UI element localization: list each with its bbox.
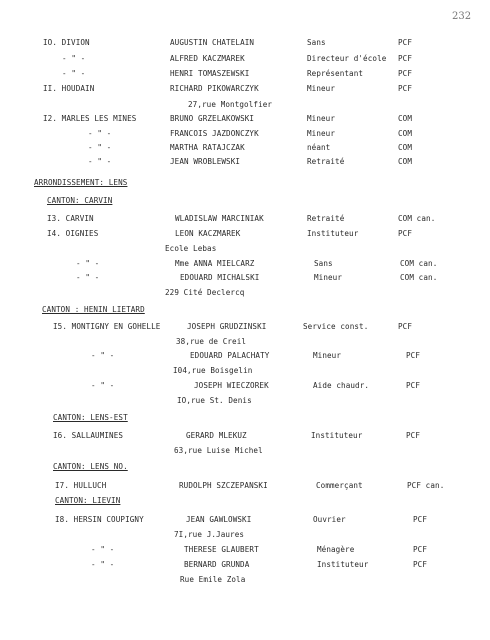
name-cell: EDOUARD MICHALSKI [180, 273, 260, 282]
job-cell: Instituteur [317, 560, 369, 569]
job-cell: Mineur [307, 129, 336, 138]
party-cell: PCF [398, 38, 413, 47]
place-cell: IO. DIVION [43, 38, 90, 47]
party-cell: COM [398, 114, 413, 123]
name-cell: JEAN WROBLEWSKI [170, 157, 241, 166]
party-cell: COM can. [398, 214, 436, 223]
job-cell: néant [307, 143, 331, 152]
address-line: Ecole Lebas [165, 244, 217, 253]
ditto-mark: - " - [91, 381, 115, 390]
name-cell: BRUNO GRZELAKOWSKI [170, 114, 255, 123]
party-cell: COM [398, 157, 413, 166]
ditto-mark: - " - [62, 54, 86, 63]
job-cell: Ménagère [317, 545, 355, 554]
job-cell: Mineur [307, 114, 336, 123]
party-cell: COM [398, 129, 413, 138]
job-cell: Instituteur [307, 229, 359, 238]
ditto-mark: - " - [91, 560, 115, 569]
job-cell: Représentant [307, 69, 364, 78]
address-line: 7I,rue J.Jaures [174, 530, 245, 539]
address-line: 63,rue Luise Michel [174, 446, 263, 455]
address-line: IO,rue St. Denis [177, 396, 252, 405]
job-cell: Mineur [307, 84, 336, 93]
ditto-mark: - " - [91, 545, 115, 554]
ditto-mark: - " - [62, 69, 86, 78]
name-cell: WLADISLAW MARCINIAK [175, 214, 264, 223]
name-cell: HENRI TOMASZEWSKI [170, 69, 250, 78]
name-cell: THERESE GLAUBERT [184, 545, 259, 554]
party-cell: PCF [398, 84, 413, 93]
ditto-mark: - " - [76, 259, 100, 268]
job-cell: Sans [314, 259, 333, 268]
party-cell: PCF can. [407, 481, 445, 490]
job-cell: Directeur d'école [307, 54, 387, 63]
party-cell: COM [398, 143, 413, 152]
name-cell: GERARD MLEKUZ [186, 431, 247, 440]
name-cell: EDOUARD PALACHATY [190, 351, 270, 360]
job-cell: Retraité [307, 157, 345, 166]
place-cell: I2. MARLES LES MINES [43, 114, 137, 123]
place-cell: I4. OIGNIES [47, 229, 99, 238]
name-cell: JOSEPH GRUDZINSKI [187, 322, 267, 331]
ditto-mark: - " - [88, 129, 112, 138]
name-cell: AUGUSTIN CHATELAIN [170, 38, 255, 47]
canton-heading: CANTON: LENS-EST [53, 413, 128, 422]
party-cell: PCF [413, 515, 428, 524]
address-line: I04,rue Boisgelin [173, 366, 253, 375]
job-cell: Retraité [307, 214, 345, 223]
name-cell: MARTHA RATAJCZAK [170, 143, 245, 152]
canton-heading: CANTON: LENS NO. [53, 462, 128, 471]
ditto-mark: - " - [88, 157, 112, 166]
party-cell: PCF [398, 54, 413, 63]
job-cell: Mineur [314, 273, 343, 282]
name-cell: Mme ANNA MIELCARZ [175, 259, 255, 268]
place-cell: I6. SALLAUMINES [53, 431, 124, 440]
page-number: 232 [452, 11, 472, 22]
place-cell: I3. CARVIN [47, 214, 94, 223]
name-cell: BERNARD GRUNDA [184, 560, 250, 569]
ditto-mark: - " - [91, 351, 115, 360]
job-cell: Commerçant [316, 481, 363, 490]
party-cell: COM can. [400, 273, 438, 282]
ditto-mark: - " - [88, 143, 112, 152]
address-line: 38,rue de Creil [176, 337, 247, 346]
party-cell: PCF [406, 351, 421, 360]
party-cell: PCF [413, 545, 428, 554]
party-cell: PCF [413, 560, 428, 569]
job-cell: Mineur [313, 351, 342, 360]
place-cell: I7. HULLUCH [55, 481, 107, 490]
party-cell: PCF [406, 431, 421, 440]
party-cell: PCF [398, 322, 413, 331]
job-cell: Ouvrier [313, 515, 346, 524]
address-line: 27,rue Montgolfier [188, 100, 273, 109]
name-cell: JEAN GAWLOWSKI [186, 515, 252, 524]
name-cell: LEON KACZMAREK [175, 229, 241, 238]
place-cell: I5. MONTIGNY EN GOHELLE [53, 322, 161, 331]
ditto-mark: - " - [76, 273, 100, 282]
party-cell: COM can. [400, 259, 438, 268]
party-cell: PCF [398, 69, 413, 78]
party-cell: PCF [398, 229, 413, 238]
job-cell: Aide chaudr. [313, 381, 370, 390]
job-cell: Instituteur [311, 431, 363, 440]
place-cell: I8. HERSIN COUPIGNY [55, 515, 144, 524]
address-line: Rue Emile Zola [180, 575, 246, 584]
name-cell: ALFRED KACZMAREK [170, 54, 245, 63]
address-line: 229 Cité Declercq [165, 288, 245, 297]
name-cell: RICHARD PIKOWARCZYK [170, 84, 259, 93]
name-cell: JOSEPH WIECZOREK [194, 381, 269, 390]
job-cell: Sans [307, 38, 326, 47]
canton-heading: CANTON : HENIN LIETARD [42, 305, 145, 314]
job-cell: Service const. [303, 322, 369, 331]
name-cell: FRANCOIS JAZDONCZYK [170, 129, 259, 138]
canton-heading: CANTON: CARVIN [47, 196, 113, 205]
arrondissement-heading: ARRONDISSEMENT: LENS [34, 178, 128, 187]
place-cell: II. HOUDAIN [43, 84, 95, 93]
canton-heading: CANTON: LIEVIN [55, 496, 121, 505]
party-cell: PCF [406, 381, 421, 390]
name-cell: RUDOLPH SZCZEPANSKI [179, 481, 268, 490]
